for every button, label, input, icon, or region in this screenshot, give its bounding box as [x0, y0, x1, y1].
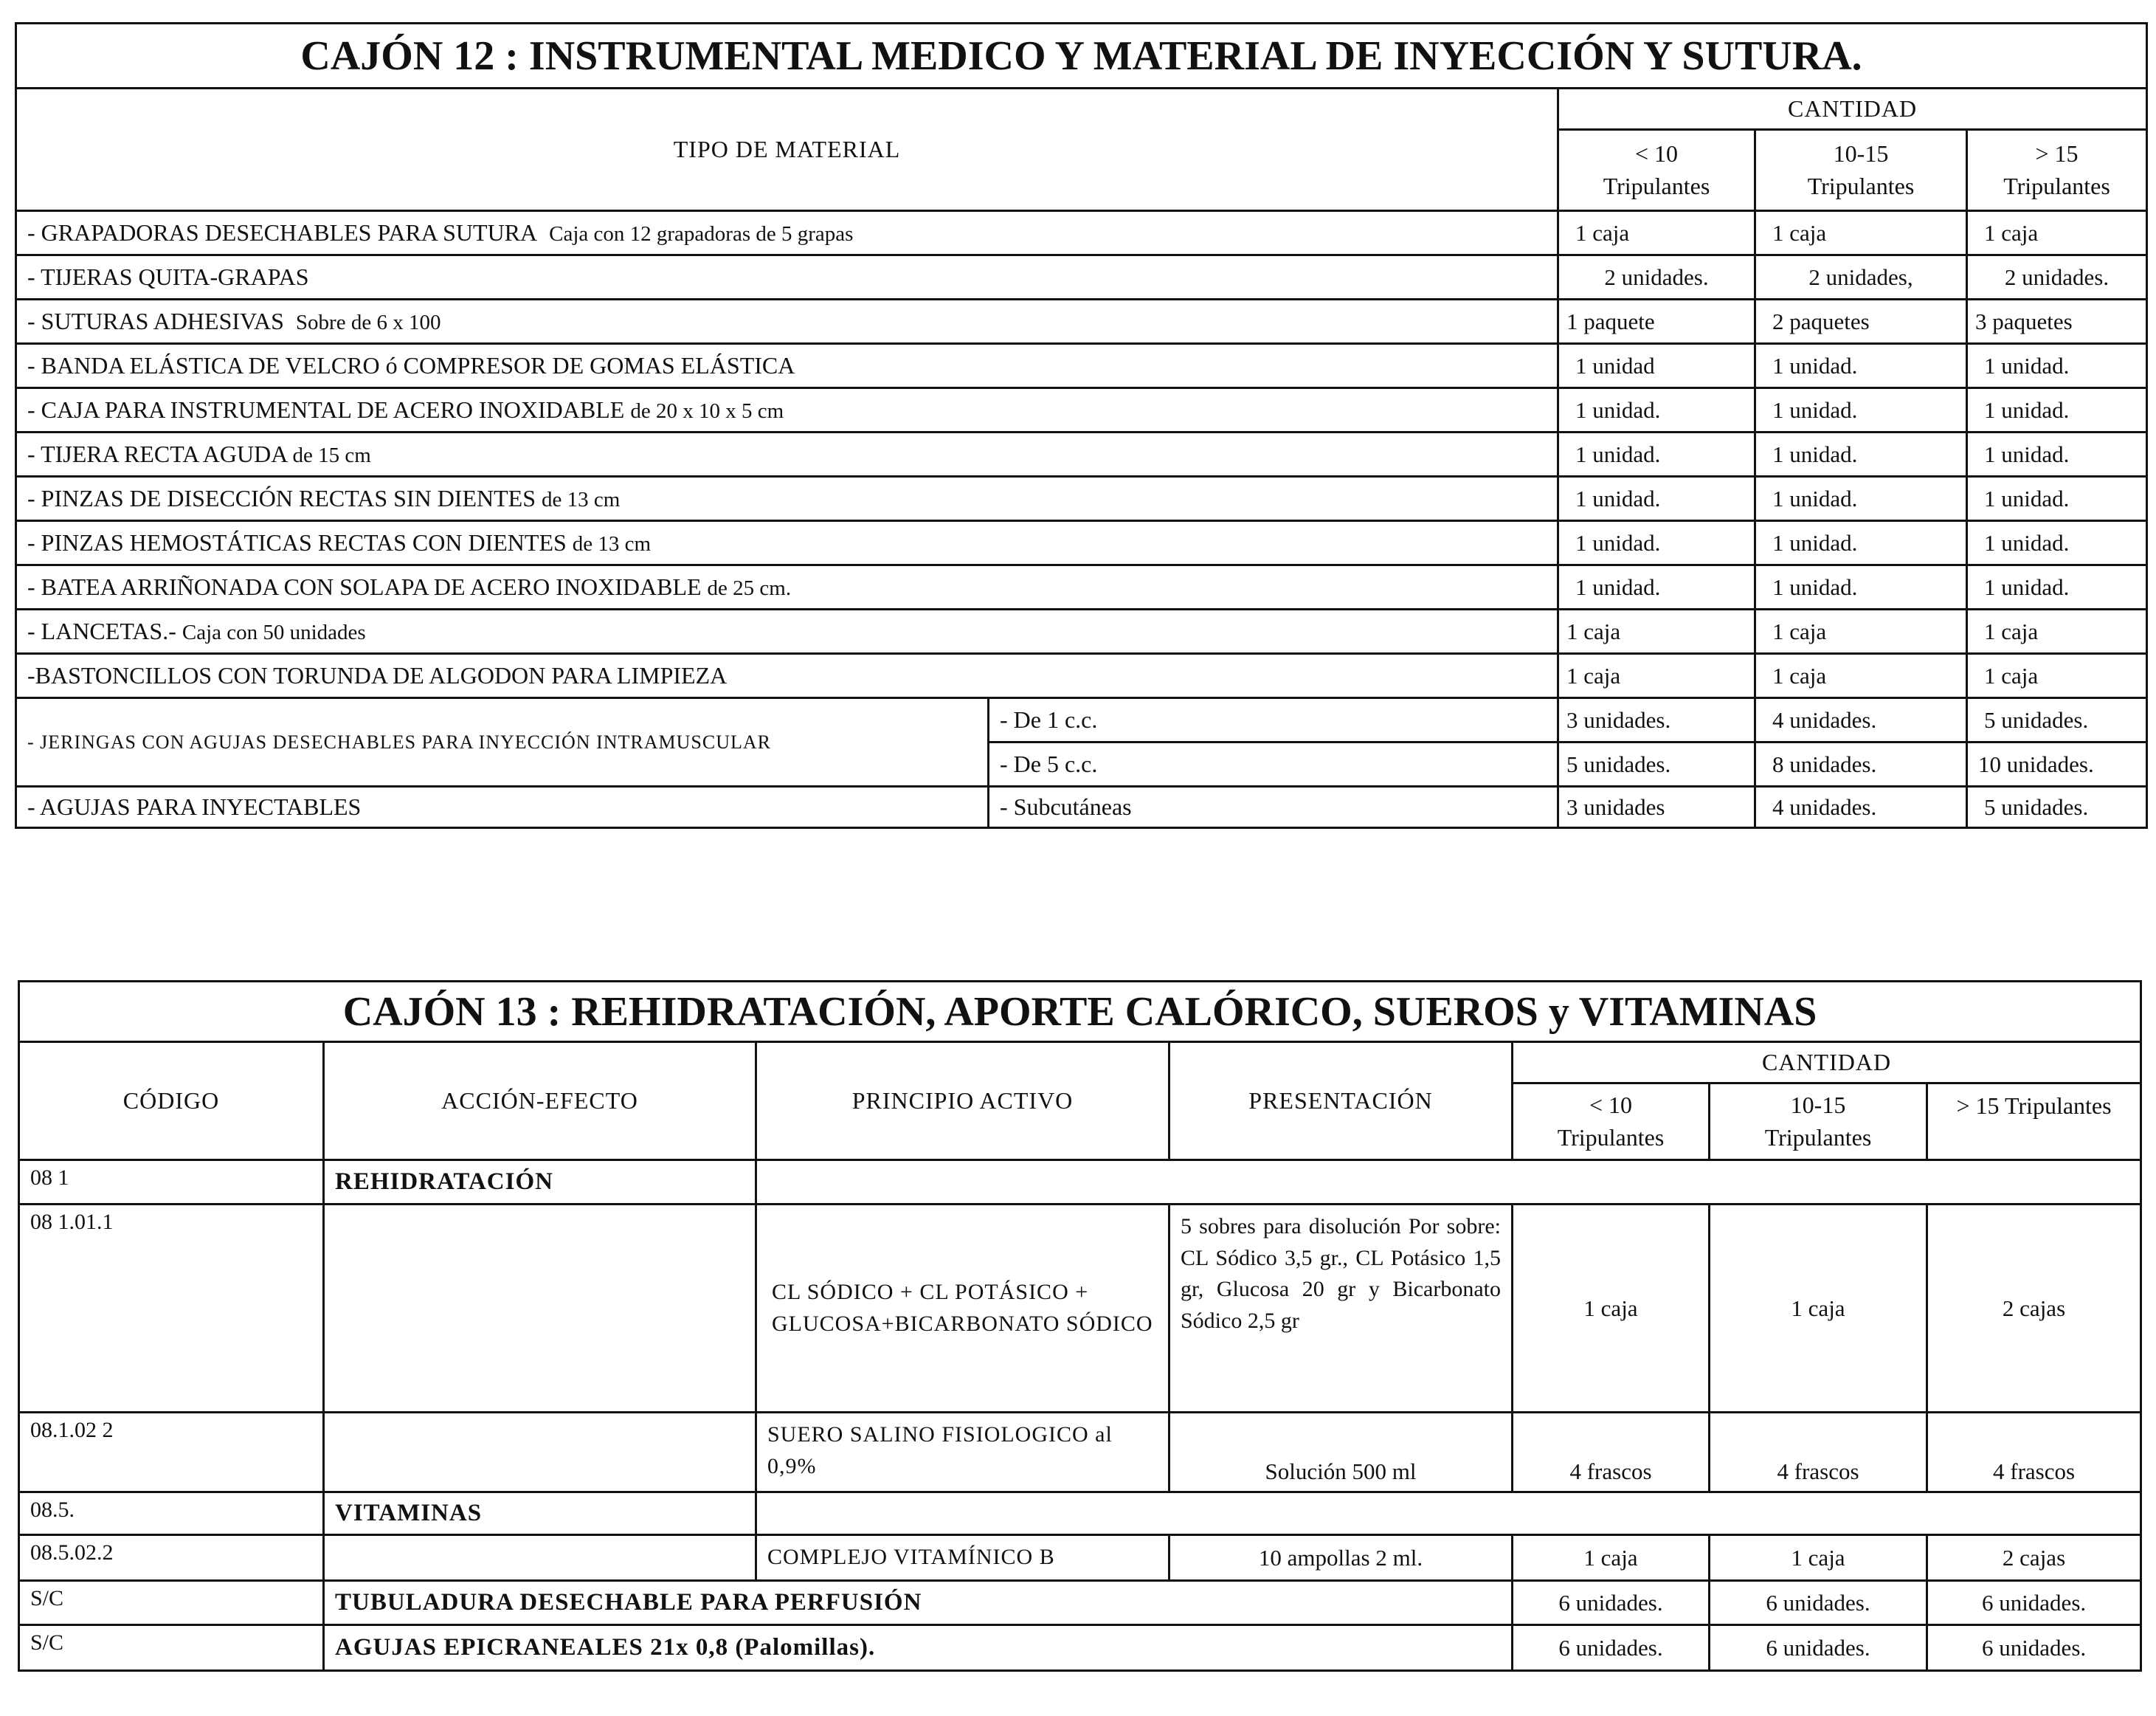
qty-lt10: 4 frascos	[1513, 1413, 1710, 1492]
qty-lt10: 3 unidades	[1558, 787, 1755, 828]
item-label: - LANCETAS.- Caja con 50 unidades	[16, 610, 1558, 654]
qty-lt10: 1 caja	[1558, 211, 1755, 255]
qty-gt15: 1 unidad.	[1967, 388, 2147, 433]
code-cell: 08.1.02 2	[19, 1413, 324, 1492]
qty-lt10: 1 caja	[1558, 654, 1755, 698]
principio-cell: COMPLEJO VITAMÍNICO B	[756, 1535, 1169, 1581]
qty-gt15: 2 unidades.	[1967, 255, 2147, 300]
table-row	[19, 1492, 2141, 1535]
qty-10-15: 2 unidades,	[1755, 255, 1967, 300]
qty-gt15: 1 unidad.	[1967, 521, 2147, 565]
qty-lt10: 1 unidad.	[1558, 388, 1755, 433]
header-gt15: > 15 Tripulantes	[1967, 130, 2147, 211]
qty-lt10: 6 unidades.	[1513, 1625, 1710, 1671]
table-row	[19, 1625, 2141, 1671]
header-codigo: CÓDIGO	[19, 1042, 324, 1160]
qty-lt10: 1 unidad.	[1558, 433, 1755, 477]
code-cell: 08.5.	[19, 1492, 324, 1535]
table-row	[16, 787, 2147, 828]
code-cell: S/C	[19, 1581, 324, 1625]
qty-gt15: 2 cajas	[1927, 1205, 2141, 1413]
empty-cell	[756, 1160, 2141, 1205]
table-row	[16, 565, 2147, 610]
table-row	[16, 698, 2147, 742]
table-row	[19, 1205, 2141, 1413]
item-label: - AGUJAS PARA INYECTABLES	[16, 787, 989, 828]
table-13-title: CAJÓN 13 : REHIDRATACIÓN, APORTE CALÓRICO, SUEROS y VITAMINAS	[19, 982, 2141, 1042]
table-row	[16, 477, 2147, 521]
item-label: - BANDA ELÁSTICA DE VELCRO ó COMPRESOR DE GOMAS ELÁSTICA	[16, 344, 1558, 388]
header-principio-activo: PRINCIPIO ACTIVO	[756, 1042, 1169, 1160]
table-row	[19, 1160, 2141, 1205]
item-label: - PINZAS HEMOSTÁTICAS RECTAS CON DIENTES de 13 cm	[16, 521, 1558, 565]
qty-lt10: 1 caja	[1513, 1535, 1710, 1581]
qty-10-15: 1 unidad.	[1755, 565, 1967, 610]
presentacion-cell: Solución 500 ml	[1169, 1413, 1513, 1492]
table-row	[16, 433, 2147, 477]
table-row	[16, 255, 2147, 300]
table-row	[19, 1535, 2141, 1581]
item-label: -BASTONCILLOS CON TORUNDA DE ALGODON PARA LIMPIEZA	[16, 654, 1558, 698]
qty-lt10: 3 unidades.	[1558, 698, 1755, 742]
empty-cell	[324, 1205, 756, 1413]
header-cantidad: CANTIDAD	[1513, 1042, 2141, 1083]
qty-10-15: 4 frascos	[1710, 1413, 1927, 1492]
code-cell: 08 1	[19, 1160, 324, 1205]
qty-10-15: 6 unidades.	[1710, 1581, 1927, 1625]
qty-lt10: 2 unidades.	[1558, 255, 1755, 300]
qty-10-15: 1 unidad.	[1755, 344, 1967, 388]
principio-cell: CL SÓDICO + CL POTÁSICO + GLUCOSA+BICARBONATO SÓDICO	[756, 1205, 1169, 1413]
qty-gt15: 6 unidades.	[1927, 1581, 2141, 1625]
qty-10-15: 1 caja	[1755, 211, 1967, 255]
qty-gt15: 1 caja	[1967, 610, 2147, 654]
table-row	[16, 654, 2147, 698]
qty-lt10: 5 unidades.	[1558, 742, 1755, 787]
qty-gt15: 4 frascos	[1927, 1413, 2141, 1492]
item-label: - TIJERA RECTA AGUDA de 15 cm	[16, 433, 1558, 477]
item-label: - BATEA ARRIÑONADA CON SOLAPA DE ACERO INOXIDABLE de 25 cm.	[16, 565, 1558, 610]
item-label: - SUTURAS ADHESIVAS Sobre de 6 x 100	[16, 300, 1558, 344]
header-tipo-material: TIPO DE MATERIAL	[16, 89, 1558, 211]
qty-10-15: 1 caja	[1755, 654, 1967, 698]
qty-10-15: 4 unidades.	[1755, 698, 1967, 742]
code-cell: 08.5.02.2	[19, 1535, 324, 1581]
header-10-15: 10-15 Tripulantes	[1755, 130, 1967, 211]
item-label: - TIJERAS QUITA-GRAPAS	[16, 255, 1558, 300]
presentacion-cell: 5 sobres para disolución Por sobre: CL Sódico 3,5 gr., CL Potásico 1,5 gr, Glucosa 20 gr y Bicarbonato Sódico 2,5 gr	[1169, 1205, 1513, 1413]
qty-lt10: 1 caja	[1558, 610, 1755, 654]
table-row	[16, 521, 2147, 565]
qty-10-15: 6 unidades.	[1710, 1625, 1927, 1671]
header-lt10: < 10 Tripulantes	[1558, 130, 1755, 211]
qty-10-15: 8 unidades.	[1755, 742, 1967, 787]
qty-10-15: 1 unidad.	[1755, 433, 1967, 477]
code-cell: S/C	[19, 1625, 324, 1671]
qty-10-15: 1 caja	[1710, 1535, 1927, 1581]
qty-gt15: 1 caja	[1967, 211, 2147, 255]
qty-10-15: 2 paquetes	[1755, 300, 1967, 344]
item-label: AGUJAS EPICRANEALES 21x 0,8 (Palomillas).	[324, 1625, 1513, 1671]
header-cantidad: CANTIDAD	[1558, 89, 2147, 130]
qty-10-15: 1 caja	[1710, 1205, 1927, 1413]
item-label: - CAJA PARA INSTRUMENTAL DE ACERO INOXIDABLE de 20 x 10 x 5 cm	[16, 388, 1558, 433]
qty-gt15: 10 unidades.	[1967, 742, 2147, 787]
table-cajon-12	[15, 22, 2148, 829]
header-gt15: > 15 Tripulantes	[1927, 1083, 2141, 1160]
qty-lt10: 1 unidad.	[1558, 565, 1755, 610]
table-row	[19, 1413, 2141, 1492]
qty-10-15: 1 caja	[1755, 610, 1967, 654]
item-label: - GRAPADORAS DESECHABLES PARA SUTURA Caja con 12 grapadoras de 5 grapas	[16, 211, 1558, 255]
empty-cell	[756, 1492, 2141, 1535]
section-label: REHIDRATACIÓN	[324, 1160, 756, 1205]
code-cell: 08 1.01.1	[19, 1205, 324, 1413]
qty-lt10: 1 unidad.	[1558, 477, 1755, 521]
qty-10-15: 1 unidad.	[1755, 521, 1967, 565]
header-10-15: 10-15 Tripulantes	[1710, 1083, 1927, 1160]
table-row	[16, 344, 2147, 388]
principio-cell: SUERO SALINO FISIOLOGICO al 0,9%	[756, 1413, 1169, 1492]
item-sublabel: - Subcutáneas	[989, 787, 1558, 828]
item-label: - JERINGAS CON AGUJAS DESECHABLES PARA INYECCIÓN INTRAMUSCULAR	[16, 698, 989, 787]
qty-gt15: 3 paquetes	[1967, 300, 2147, 344]
qty-lt10: 1 unidad.	[1558, 521, 1755, 565]
qty-lt10: 1 caja	[1513, 1205, 1710, 1413]
qty-10-15: 1 unidad.	[1755, 388, 1967, 433]
table-row	[16, 388, 2147, 433]
table-row	[16, 300, 2147, 344]
section-label: VITAMINAS	[324, 1492, 756, 1535]
qty-gt15: 1 caja	[1967, 654, 2147, 698]
header-lt10: < 10 Tripulantes	[1513, 1083, 1710, 1160]
header-presentacion: PRESENTACIÓN	[1169, 1042, 1513, 1160]
presentacion-cell: 10 ampollas 2 ml.	[1169, 1535, 1513, 1581]
qty-lt10: 6 unidades.	[1513, 1581, 1710, 1625]
qty-gt15: 5 unidades.	[1967, 698, 2147, 742]
qty-gt15: 1 unidad.	[1967, 433, 2147, 477]
empty-cell	[324, 1413, 756, 1492]
table-row	[16, 211, 2147, 255]
qty-gt15: 5 unidades.	[1967, 787, 2147, 828]
qty-gt15: 2 cajas	[1927, 1535, 2141, 1581]
item-label: TUBULADURA DESECHABLE PARA PERFUSIÓN	[324, 1581, 1513, 1625]
qty-gt15: 1 unidad.	[1967, 477, 2147, 521]
qty-lt10: 1 unidad	[1558, 344, 1755, 388]
qty-10-15: 4 unidades.	[1755, 787, 1967, 828]
item-label: - PINZAS DE DISECCIÓN RECTAS SIN DIENTES de 13 cm	[16, 477, 1558, 521]
qty-lt10: 1 paquete	[1558, 300, 1755, 344]
table-cajon-13	[18, 980, 2142, 1672]
header-accion-efecto: ACCIÓN-EFECTO	[324, 1042, 756, 1160]
qty-gt15: 6 unidades.	[1927, 1625, 2141, 1671]
empty-cell	[324, 1535, 756, 1581]
qty-gt15: 1 unidad.	[1967, 565, 2147, 610]
table-row	[19, 1581, 2141, 1625]
table-row	[16, 610, 2147, 654]
qty-10-15: 1 unidad.	[1755, 477, 1967, 521]
table-12-title: CAJÓN 12 : INSTRUMENTAL MEDICO Y MATERIAL DE INYECCIÓN Y SUTURA.	[16, 24, 2147, 89]
qty-gt15: 1 unidad.	[1967, 344, 2147, 388]
item-sublabel: - De 5 c.c.	[989, 742, 1558, 787]
item-sublabel: - De 1 c.c.	[989, 698, 1558, 742]
